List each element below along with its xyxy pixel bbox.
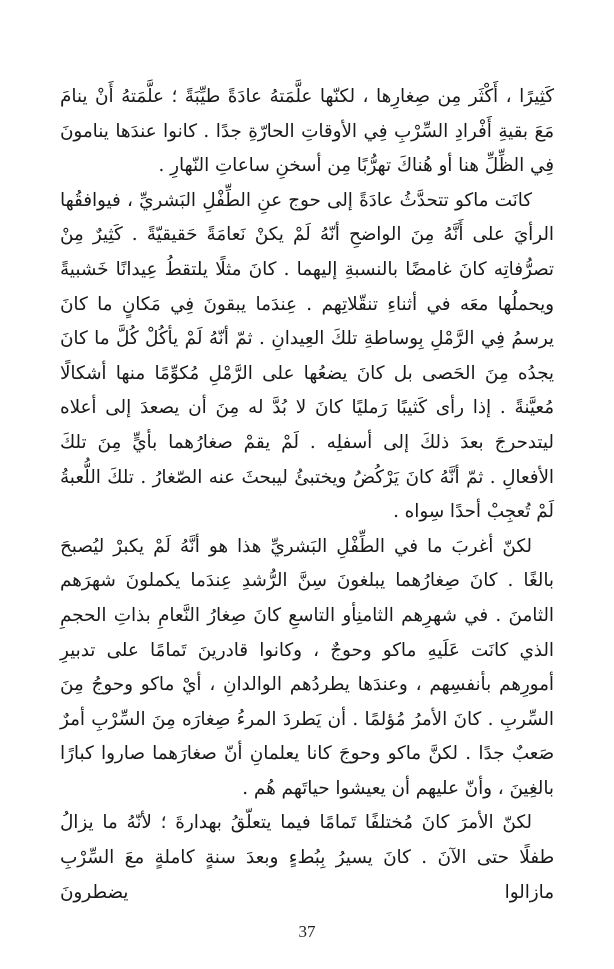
- book-page: [60, 80, 554, 920]
- paragraph-4: لكنّ الأمرَ كانَ مُختلفًا تَمامًا فيما يتعلّقُ بهدارةَ ؛ لأنّهُ ما يزالُ طفلًا حتى الآنَ . كانَ يسيرُ بِبُطءٍ وبعدَ سنةٍ كاملةٍ معَ السِّرْبِ مازالوا يضطرونَ: [60, 812, 554, 903]
- page-number: 37: [298, 922, 316, 941]
- paragraph-3: لكنّ أغربَ ما في الطِّفْلِ البَشريِّ هذا هو أنَّهُ لَمْ يكبرْ ليُصبحَ بالغًا . كانَ صِغارُهما يبلغونَ سِنَّ الرُّشدِ عِندَما يكملونَ شهرَهم الثامنَ . في شهرِهم الثامنِأو التاسعِ كانَ صِغارُ النَّعامِ بذاتِ الحجمِ الذي كانَت عَلَيهِ ماكو وحوجٌ ، وكانوا قادرينَ تَمامًا على تدبيرِ أمورِهم بأنفسِهم ، وعندَها يطردُهم الوالدانِ ، أيْ ماكو وحوجُ مِنَ السِّربِ . كانَ الأمرُ مُؤلمًا . أن يَطردَ المرءُ صِغارَه مِنَ السِّرْبِ أمرٌ صَعبٌ جدًا . لكنَّ ماكو وحوجَ كانا يعلمانِ أنّ صغارَهما صاروا كبارًا بالغِينَ ، وأنّ عليهم أن يعيشوا حياتَهم هُم .: [60, 535, 554, 799]
- paragraph-1: كَثِيرًا ، أَكْثَر مِن صِغارِها ، لكنّها علَّمَتهُ عادَةً طيِّبَةً ؛ علَّمَتهُ أَنْ ينامَ مَعَ بقيةِ أَفْرادِ السِّرْبِ فِي الأوقاتِ الحارّةِ جدًا . كانوا عندَها ينامونَ فِي الظِّلِّ هنا أو هُناكَ تهرُّبًا مِن أسخنِ ساعاتِ النّهارِ .: [60, 86, 554, 177]
- paragraph-2: كانَت ماكو تتحدَّثُ عادَةً إلى حوج عنِ الطِّفْلِ البَشريِّ ، فيوافقُها الرأيَ على أَنَّهُ مِنَ الواضحِ أنّهُ لَمْ يكنْ نَعامَةً حَقيقيّةً . كَثِيرٌ مِنْ تصرُّفاتِه كانَ غامضًا بالنسبةِ إليهما . كانَ مثلًا يلتقطُ عِيدانًا خَشبيةً ويحملُها معَه في أثناءِ تنقّلاتِهم . عِندَما يبقونَ فِي مَكانٍ ما كانَ يرسمُ فِي الرَّمْلِ بِوساطةِ تلكَ العِيدانِ . ثمّ أنّهُ لَمْ يأكُلْ كُلَّ ما كانَ يجدُه مِنَ الحَصى بل كانَ يضعُها على الرَّمْلِ مُكوِّمًا منها أشكالًا مُعيَّنةً . إذا رأى كَثيبًا رَمليًا كانَ لا بُدَّ له مِنَ أن يصعدَ إلى أعلاه ليتدحرجَ بعدَ ذلكَ إلى أسفلِه . لَمْ يقمْ صغارُهما بأيٍّ مِنَ تلكَ الأفعالِ . ثمّ أنَّهُ كانَ يَرْكُضُ ويختبئُ ليبحثَ عنه الصّغارُ . تلكَ اللُّعبةُ لَمْ تُعجِبْ أحدًا سِواه .: [60, 189, 554, 523]
